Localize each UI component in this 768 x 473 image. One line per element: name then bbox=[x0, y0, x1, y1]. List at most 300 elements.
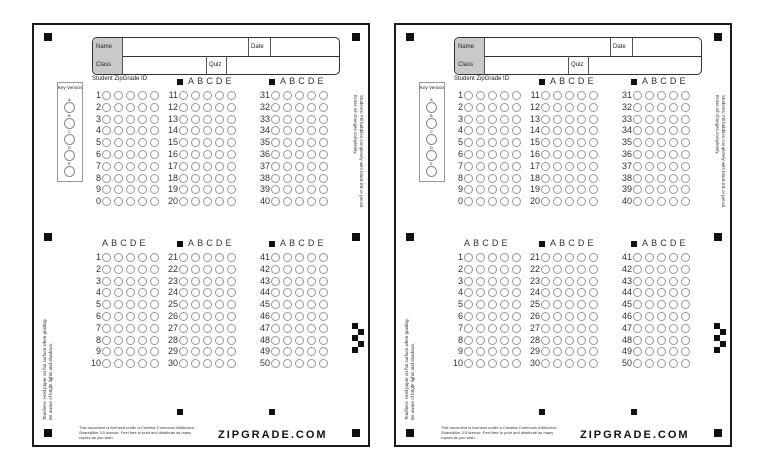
letter-e: E bbox=[225, 76, 234, 86]
row-number: 4 bbox=[95, 125, 101, 136]
letter-c: C bbox=[482, 238, 491, 248]
answer-bubble bbox=[295, 91, 304, 100]
answer-bubble bbox=[283, 312, 292, 321]
answer-bubble bbox=[126, 288, 135, 297]
answer-bubble bbox=[541, 253, 550, 262]
answer-bubble bbox=[295, 162, 304, 171]
answer-bubble bbox=[295, 324, 304, 333]
row-number: 45 bbox=[259, 299, 270, 310]
answer-bubble bbox=[126, 324, 135, 333]
row-number: 40 bbox=[621, 196, 632, 207]
answer-bubble bbox=[553, 336, 562, 345]
answer-bubble bbox=[657, 162, 666, 171]
answer-bubble bbox=[319, 347, 328, 356]
row-number: 31 bbox=[621, 90, 632, 100]
answer-bubble bbox=[227, 253, 236, 262]
answer-bubble bbox=[150, 115, 159, 124]
answer-bubble bbox=[138, 115, 147, 124]
answer-bubble bbox=[126, 91, 135, 100]
answer-bubble bbox=[633, 115, 642, 124]
answer-bubble bbox=[150, 312, 159, 321]
answer-bubble bbox=[114, 265, 123, 274]
answer-bubble bbox=[203, 197, 212, 206]
row-number: 28 bbox=[167, 334, 178, 345]
letter-d: D bbox=[215, 76, 225, 86]
answer-bubble bbox=[657, 91, 666, 100]
answer-bubble bbox=[589, 91, 598, 100]
answer-bubble bbox=[577, 300, 586, 309]
answer-bubble bbox=[669, 162, 678, 171]
answer-bubble bbox=[488, 288, 497, 297]
answer-bubble bbox=[669, 288, 678, 297]
answer-bubble bbox=[307, 115, 316, 124]
answer-bubble bbox=[577, 162, 586, 171]
row-number: 26 bbox=[167, 311, 178, 321]
row-number: 28 bbox=[529, 334, 540, 345]
answer-bubble bbox=[102, 162, 111, 171]
answer-bubble bbox=[645, 253, 654, 262]
alignment-square bbox=[352, 429, 360, 437]
alignment-square bbox=[44, 233, 52, 241]
answer-bubble bbox=[657, 347, 666, 356]
answer-bubble bbox=[589, 185, 598, 194]
answer-bubble bbox=[295, 197, 304, 206]
answer-bubble bbox=[565, 324, 574, 333]
answer-bubble bbox=[138, 253, 147, 262]
answer-bubble bbox=[577, 359, 586, 368]
answer-bubble bbox=[138, 174, 147, 183]
answer-bubble bbox=[203, 150, 212, 159]
answer-bubble bbox=[681, 324, 690, 333]
answer-bubble bbox=[669, 277, 678, 286]
letter-c: C bbox=[568, 238, 577, 248]
answer-bubble bbox=[203, 126, 212, 135]
answer-bubble bbox=[114, 138, 123, 147]
student-instructions-line1: Students: Fill bubbles completely with black ink or pencil. bbox=[359, 95, 364, 209]
answer-bubble bbox=[138, 126, 147, 135]
letter-c: C bbox=[660, 76, 669, 86]
answer-bubble bbox=[203, 312, 212, 321]
row-number: 1 bbox=[457, 90, 463, 100]
answer-bubble bbox=[150, 277, 159, 286]
divider bbox=[484, 38, 485, 56]
answer-bubble bbox=[227, 115, 236, 124]
answer-bubble bbox=[283, 253, 292, 262]
answer-bubble bbox=[565, 197, 574, 206]
answer-bubble bbox=[179, 126, 188, 135]
letter-b: B bbox=[289, 238, 298, 248]
answer-bubble bbox=[203, 324, 212, 333]
row-number: 35 bbox=[259, 137, 270, 148]
row-number: 8 bbox=[457, 172, 463, 183]
key-version-letter: B bbox=[430, 113, 433, 118]
letter-e: E bbox=[501, 238, 510, 248]
answer-bubble bbox=[476, 288, 485, 297]
timing-mark bbox=[269, 79, 275, 85]
answer-bubble bbox=[114, 162, 123, 171]
answer-bubble bbox=[645, 359, 654, 368]
answer-bubble bbox=[681, 150, 690, 159]
answer-bubble bbox=[553, 253, 562, 262]
answer-bubble bbox=[500, 162, 509, 171]
answer-bubble bbox=[476, 126, 485, 135]
answer-bubble bbox=[512, 197, 521, 206]
row-number: 37 bbox=[259, 160, 270, 171]
row-number: 30 bbox=[167, 358, 178, 369]
answer-bubble bbox=[283, 91, 292, 100]
row-number: 1 bbox=[457, 252, 463, 262]
answer-bubble bbox=[541, 277, 550, 286]
key-version-bubble bbox=[64, 102, 75, 113]
answer-bubble bbox=[271, 197, 280, 206]
answer-bubble bbox=[565, 265, 574, 274]
teacher-instructions-line2: Be aware of bright lights and shadows. bbox=[48, 342, 53, 420]
answer-bubble bbox=[138, 91, 147, 100]
answer-bubble bbox=[565, 185, 574, 194]
row-number: 14 bbox=[529, 125, 540, 136]
answer-bubble bbox=[669, 347, 678, 356]
answer-bubble bbox=[500, 312, 509, 321]
answer-bubble bbox=[138, 162, 147, 171]
answer-bubble bbox=[126, 150, 135, 159]
answer-bubble bbox=[179, 174, 188, 183]
answer-bubble bbox=[215, 265, 224, 274]
answer-bubble bbox=[179, 324, 188, 333]
answer-bubble bbox=[645, 197, 654, 206]
answer-bubble bbox=[500, 174, 509, 183]
answer-bubble bbox=[271, 312, 280, 321]
row-number: 21 bbox=[529, 252, 540, 262]
answer-bubble bbox=[138, 138, 147, 147]
answer-bubble bbox=[319, 103, 328, 112]
quiz-label: Quiz bbox=[209, 62, 222, 68]
answer-bubble bbox=[283, 265, 292, 274]
answer-bubble bbox=[657, 103, 666, 112]
answer-bubble bbox=[102, 197, 111, 206]
answer-bubble bbox=[102, 138, 111, 147]
code-block bbox=[358, 329, 364, 335]
answer-bubble bbox=[102, 312, 111, 321]
answer-bubble bbox=[681, 197, 690, 206]
answer-bubble bbox=[565, 115, 574, 124]
row-number: 13 bbox=[529, 113, 540, 124]
license-note: This document is licensed under a Creative Commons Attribution-ShareAlike 3.0 license. Feel free to print and distribute as many copies as you wish. bbox=[441, 425, 558, 440]
answer-bubble bbox=[191, 162, 200, 171]
answer-bubble bbox=[577, 265, 586, 274]
answer-bubble bbox=[179, 197, 188, 206]
row-number: 7 bbox=[457, 322, 463, 333]
row-number: 37 bbox=[621, 160, 632, 171]
answer-bubble bbox=[577, 150, 586, 159]
answer-bubble bbox=[191, 336, 200, 345]
letter-a: A bbox=[280, 76, 289, 86]
answer-bubble bbox=[150, 253, 159, 262]
answer-bubble bbox=[150, 174, 159, 183]
answer-bubble bbox=[307, 336, 316, 345]
answer-bubble bbox=[215, 162, 224, 171]
answer-bubble bbox=[541, 347, 550, 356]
answer-bubble bbox=[319, 312, 328, 321]
row-number: 46 bbox=[621, 311, 632, 321]
student-instructions bbox=[352, 95, 364, 208]
answer-bubble bbox=[307, 265, 316, 274]
answer-bubble bbox=[589, 312, 598, 321]
brand-logo: ZIPGRADE.COM bbox=[218, 429, 328, 441]
answer-bubble bbox=[295, 174, 304, 183]
answer-bubble bbox=[150, 197, 159, 206]
answer-bubble bbox=[150, 347, 159, 356]
answer-bubble bbox=[215, 324, 224, 333]
answer-bubble bbox=[512, 253, 521, 262]
row-number: 18 bbox=[167, 172, 178, 183]
row-number: 15 bbox=[167, 137, 178, 148]
answer-bubble bbox=[138, 324, 147, 333]
answer-bubble bbox=[283, 115, 292, 124]
answer-bubble bbox=[488, 347, 497, 356]
student-instructions-line1: Students: Fill bubbles completely with black ink or pencil. bbox=[721, 95, 726, 209]
letter-c: C bbox=[206, 76, 215, 86]
answer-bubble bbox=[203, 115, 212, 124]
answer-bubble bbox=[500, 138, 509, 147]
answer-bubble bbox=[541, 174, 550, 183]
answer-bubble bbox=[150, 185, 159, 194]
key-version-letter: D bbox=[430, 145, 433, 150]
letter-b: B bbox=[111, 238, 120, 248]
answer-bubble bbox=[476, 312, 485, 321]
answer-bubble bbox=[657, 312, 666, 321]
answer-bubble bbox=[657, 150, 666, 159]
answer-bubble bbox=[589, 150, 598, 159]
row-number: 25 bbox=[167, 299, 178, 310]
answer-bubble bbox=[191, 197, 200, 206]
answer-bubble bbox=[464, 126, 473, 135]
answer-bubble bbox=[295, 150, 304, 159]
row-number: 27 bbox=[167, 322, 178, 333]
answer-bubble bbox=[669, 174, 678, 183]
answer-bubble bbox=[589, 253, 598, 262]
key-version-label: Key Version bbox=[58, 85, 83, 90]
answer-bubble bbox=[227, 359, 236, 368]
row-number: 0 bbox=[95, 196, 101, 207]
alignment-square bbox=[714, 33, 722, 41]
column-letters bbox=[642, 238, 689, 248]
answer-bubble bbox=[500, 265, 509, 274]
answer-bubble bbox=[319, 359, 328, 368]
answer-bubble bbox=[512, 103, 521, 112]
answer-bubble bbox=[319, 253, 328, 262]
row-number: 2 bbox=[457, 101, 463, 112]
answer-bubble bbox=[271, 288, 280, 297]
answer-bubble bbox=[553, 197, 562, 206]
answer-bubble bbox=[657, 288, 666, 297]
letter-e: E bbox=[317, 238, 326, 248]
student-instructions-line2: Erase all changes completely. bbox=[353, 95, 358, 155]
answer-bubble bbox=[179, 347, 188, 356]
answer-bubble bbox=[500, 336, 509, 345]
answer-bubble bbox=[476, 91, 485, 100]
answer-bubble bbox=[126, 359, 135, 368]
key-version-bubble bbox=[64, 134, 75, 145]
answer-bubble bbox=[500, 103, 509, 112]
header-row-name bbox=[93, 38, 339, 57]
answer-bubble bbox=[500, 126, 509, 135]
answer-bubble bbox=[577, 91, 586, 100]
answer-bubble bbox=[553, 324, 562, 333]
answer-bubble bbox=[488, 324, 497, 333]
letter-d: D bbox=[491, 238, 501, 248]
header-fields bbox=[92, 37, 340, 75]
answer-bubble bbox=[126, 312, 135, 321]
answer-bubble bbox=[138, 103, 147, 112]
answer-bubble bbox=[645, 174, 654, 183]
teacher-instructions-line1: Teachers: Hold paper on flat surface when grading. bbox=[404, 318, 409, 420]
answer-bubble bbox=[500, 324, 509, 333]
divider bbox=[270, 38, 271, 56]
row-number: 44 bbox=[621, 287, 632, 298]
answer-bubble bbox=[464, 162, 473, 171]
answer-bubble bbox=[645, 288, 654, 297]
answer-bubble bbox=[283, 324, 292, 333]
answer-bubble bbox=[553, 126, 562, 135]
answer-bubble bbox=[577, 197, 586, 206]
answer-bubble bbox=[271, 324, 280, 333]
answer-bubble bbox=[553, 312, 562, 321]
answer-bubble bbox=[102, 288, 111, 297]
answer-bubble bbox=[191, 359, 200, 368]
answer-bubble bbox=[138, 288, 147, 297]
answer-bubble bbox=[227, 197, 236, 206]
answer-bubble bbox=[681, 138, 690, 147]
answer-bubble bbox=[191, 126, 200, 135]
row-number: 2 bbox=[95, 101, 101, 112]
answer-bubble bbox=[283, 185, 292, 194]
answer-bubble bbox=[464, 347, 473, 356]
answer-bubble bbox=[295, 288, 304, 297]
answer-bubble bbox=[657, 324, 666, 333]
column-letters bbox=[188, 238, 235, 248]
answer-bubble bbox=[227, 174, 236, 183]
answer-bubble bbox=[307, 300, 316, 309]
answer-bubble bbox=[476, 277, 485, 286]
row-number: 40 bbox=[259, 196, 270, 207]
answer-bubble bbox=[681, 265, 690, 274]
answer-bubble bbox=[319, 162, 328, 171]
row-number: 47 bbox=[621, 322, 632, 333]
answer-sheet-right bbox=[394, 23, 732, 447]
answer-bubble bbox=[227, 347, 236, 356]
answer-bubble bbox=[633, 324, 642, 333]
license-note: This document is licensed under a Creative Commons Attribution-ShareAlike 3.0 license. Feel free to print and distribute as many copies as you wish. bbox=[79, 425, 196, 440]
answer-bubble bbox=[553, 115, 562, 124]
answer-bubble bbox=[215, 138, 224, 147]
answer-bubble bbox=[114, 103, 123, 112]
row-number: 1 bbox=[95, 252, 101, 262]
answer-bubble bbox=[283, 300, 292, 309]
row-number: 10 bbox=[90, 358, 101, 369]
answer-bubble bbox=[500, 300, 509, 309]
answer-bubble bbox=[126, 115, 135, 124]
answer-bubble bbox=[512, 288, 521, 297]
answer-bubble bbox=[500, 185, 509, 194]
row-number: 4 bbox=[457, 287, 463, 298]
answer-bubble bbox=[476, 162, 485, 171]
answer-bubble bbox=[633, 162, 642, 171]
letter-e: E bbox=[587, 76, 596, 86]
answer-bubble bbox=[589, 347, 598, 356]
row-number: 2 bbox=[457, 263, 463, 274]
answer-bubble bbox=[681, 162, 690, 171]
answer-bubble bbox=[227, 103, 236, 112]
header-row-class bbox=[93, 56, 339, 74]
letter-e: E bbox=[139, 238, 148, 248]
answer-bubble bbox=[271, 126, 280, 135]
answer-bubble bbox=[645, 91, 654, 100]
answer-bubble bbox=[307, 91, 316, 100]
answer-bubble bbox=[203, 103, 212, 112]
answer-bubble bbox=[633, 150, 642, 159]
answer-bubble bbox=[215, 115, 224, 124]
answer-bubble bbox=[307, 126, 316, 135]
divider bbox=[484, 56, 485, 74]
answer-bubble bbox=[669, 253, 678, 262]
answer-bubble bbox=[553, 150, 562, 159]
answer-bubble bbox=[553, 91, 562, 100]
answer-bubble bbox=[512, 359, 521, 368]
answer-bubble bbox=[464, 359, 473, 368]
answer-bubble bbox=[227, 162, 236, 171]
answer-bubble bbox=[541, 91, 550, 100]
answer-bubble bbox=[565, 277, 574, 286]
answer-bubble bbox=[645, 150, 654, 159]
row-number: 9 bbox=[457, 184, 463, 195]
answer-bubble bbox=[512, 336, 521, 345]
answer-bubble bbox=[488, 115, 497, 124]
key-version-bubble bbox=[426, 166, 437, 177]
answer-bubble bbox=[203, 253, 212, 262]
answer-bubble bbox=[500, 277, 509, 286]
divider bbox=[206, 56, 207, 74]
answer-bubble bbox=[319, 185, 328, 194]
answer-bubble bbox=[633, 91, 642, 100]
answer-bubble bbox=[657, 253, 666, 262]
answer-bubble bbox=[126, 103, 135, 112]
answer-bubble bbox=[577, 185, 586, 194]
divider bbox=[588, 56, 589, 74]
answer-bubble bbox=[500, 91, 509, 100]
answer-bubble bbox=[500, 115, 509, 124]
row-number: 8 bbox=[95, 334, 101, 345]
answer-bubble bbox=[138, 359, 147, 368]
answer-bubble bbox=[577, 174, 586, 183]
letter-c: C bbox=[206, 238, 215, 248]
answer-bubble bbox=[114, 253, 123, 262]
answer-bubble bbox=[577, 277, 586, 286]
answer-bubble bbox=[295, 312, 304, 321]
answer-bubble bbox=[215, 185, 224, 194]
answer-bubble bbox=[150, 91, 159, 100]
answer-bubble bbox=[102, 347, 111, 356]
answer-bubble bbox=[295, 277, 304, 286]
student-instructions-line2: Erase all changes completely. bbox=[715, 95, 720, 155]
letter-d: D bbox=[307, 238, 317, 248]
answer-bubble bbox=[114, 324, 123, 333]
answer-bubble bbox=[681, 300, 690, 309]
timing-mark bbox=[631, 409, 637, 415]
key-version-bubble bbox=[426, 150, 437, 161]
answer-bubble bbox=[114, 91, 123, 100]
column-letters bbox=[550, 238, 597, 248]
answer-bubble bbox=[657, 277, 666, 286]
